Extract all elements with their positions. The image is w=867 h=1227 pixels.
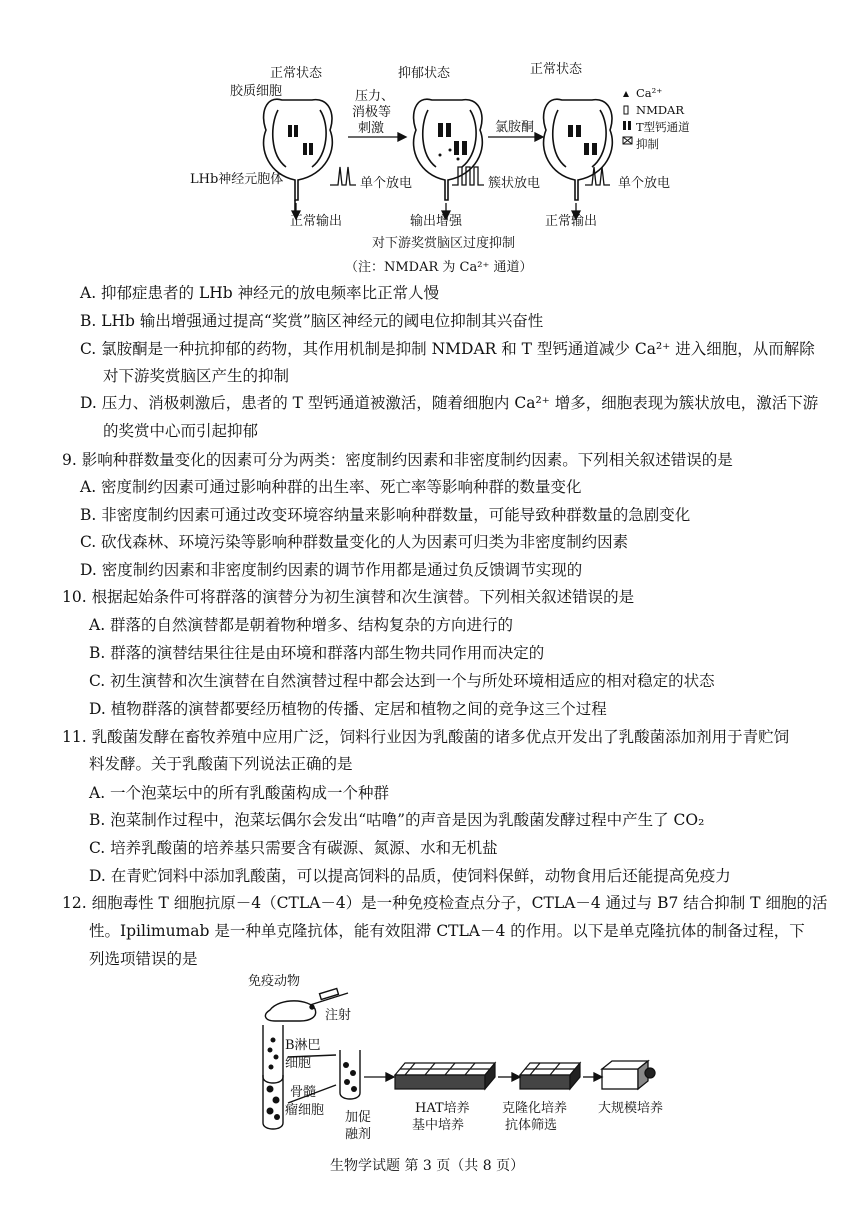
output-normal-right: 正常输出 (545, 214, 598, 229)
stimulus-line-1: 压力、 (355, 89, 395, 104)
q12-stem-line2: 性。Ipilimumab 是一种单克隆抗体，能有效阻滞 CTLA－4 的作用。以下是单克隆抗体的制备过程，下 (89, 922, 805, 940)
q12-stem-line3: 列选项错误的是 (89, 950, 198, 968)
burst-fire: 簇状放电 (488, 176, 541, 191)
q8-option-b: B. LHb 输出增强通过提高“奖赏”脑区神经元的阈电位抑制其兴奋性 (80, 312, 544, 330)
ketamine-label: 氯胺酮 (495, 120, 535, 135)
q11-stem-line2: 料发酵。关于乳酸菌下列说法正确的是 (89, 755, 353, 773)
immune-animal-label: 免疫动物 (248, 974, 301, 989)
fusion-label-1: 加促 (345, 1110, 372, 1125)
q11-option-d: D. 在青贮饲料中添加乳酸菌，可以提高饲料的品质，使饲料保鲜，动物食用后还能提高免疫力 (89, 867, 731, 885)
stimulus-line-2: 消极等 (352, 105, 392, 120)
large-scale-label: 大规模培养 (598, 1101, 664, 1116)
clone-label-2: 抗体筛选 (505, 1118, 558, 1133)
state-normal-right: 正常状态 (530, 62, 583, 77)
output-enhanced: 输出增强 (410, 214, 463, 229)
q10-option-b: B. 群落的演替结果往往是由环境和群落内部生物共同作用而决定的 (89, 644, 545, 662)
legend-inhibit: 抑制 (636, 137, 659, 151)
single-fire-1: 单个放电 (360, 176, 413, 191)
page-footer: 生物学试题 第 3 页（共 8 页） (330, 1158, 525, 1174)
q9-option-c: C. 砍伐森林、环境污染等影响种群数量变化的人为因素可归类为非密度制约因素 (80, 533, 629, 551)
q8-option-a: A. 抑郁症患者的 LHb 神经元的放电频率比正常人慢 (80, 284, 440, 302)
inject-label: 注射 (325, 1008, 352, 1023)
b-cell-label-2: 细胞 (285, 1056, 312, 1071)
q9-stem: 9. 影响种群数量变化的因素可分为两类：密度制约因素和非密度制约因素。下列相关叙述错误的是 (62, 451, 733, 469)
q11-option-a: A. 一个泡菜坛中的所有乳酸菌构成一个种群 (89, 784, 390, 802)
neuron-body-label: LHb神经元胞体 (190, 172, 284, 187)
q9-option-b: B. 非密度制约因素可通过改变环境容纳量来影响种群数量，可能导致种群数量的急剧变化 (80, 506, 691, 524)
q9-option-d: D. 密度制约因素和非密度制约因素的调节作用都是通过负反馈调节实现的 (80, 561, 583, 579)
legend-nmdar: NMDAR (636, 103, 685, 117)
stimulus-line-3: 刺激 (358, 121, 385, 136)
q11-option-c: C. 培养乳酸菌的培养基只需要含有碳源、氮源、水和无机盐 (89, 839, 498, 857)
q9-option-a: A. 密度制约因素可通过影响种群的出生率、死亡率等影响种群的数量变化 (80, 478, 582, 496)
fusion-label-2: 融剂 (345, 1127, 372, 1142)
glial-cell-label: 胶质细胞 (230, 84, 283, 99)
inhibit-caption: 对下游奖赏脑区过度抑制 (372, 236, 516, 251)
q10-option-c: C. 初生演替和次生演替在自然演替过程中都会达到一个与所处环境相适应的相对稳定的状态 (89, 672, 715, 690)
q8-option-d: D. 压力、消极刺激后，患者的 T 型钙通道被激活，随着细胞内 Ca²⁺ 增多，细胞表现为簇状放电，激活下游 (80, 394, 819, 412)
diagram-note: （注：NMDAR 为 Ca²⁺ 通道） (345, 260, 533, 275)
legend-t-channel: T型钙通道 (636, 120, 690, 134)
state-depressed: 抑郁状态 (398, 66, 451, 81)
q10-option-d: D. 植物群落的演替都要经历植物的传播、定居和植物之间的竞争这三个过程 (89, 700, 607, 718)
q8-option-c: C. 氯胺酮是一种抗抑郁的药物，其作用机制是抑制 NMDAR 和 T 型钙通道减少 Ca²⁺ 进入细胞，从而解除 (80, 340, 815, 358)
state-normal-left: 正常状态 (270, 66, 323, 81)
q8-option-c-cont: 对下游奖赏脑区产生的抑制 (103, 367, 290, 385)
myeloma-label-1: 骨髓 (290, 1085, 317, 1100)
legend-ca: Ca²⁺ (636, 86, 663, 100)
single-fire-2: 单个放电 (618, 176, 671, 191)
output-normal-left: 正常输出 (290, 214, 343, 229)
clone-label-1: 克隆化培养 (502, 1101, 568, 1116)
myeloma-label-2: 瘤细胞 (285, 1103, 325, 1118)
q8-option-d-cont: 的奖赏中心而引起抑郁 (103, 422, 259, 440)
q11-stem-line1: 11. 乳酸菌发酵在畜牧养殖中应用广泛，饲料行业因为乳酸菌的诸多优点开发出了乳酸菌添加剂用于青贮饲 (62, 728, 790, 746)
q11-option-b: B. 泡菜制作过程中，泡菜坛偶尔会发出“咕噜”的声音是因为乳酸菌发酵过程中产生了 CO₂ (89, 811, 705, 829)
q10-stem: 10. 根据起始条件可将群落的演替分为初生演替和次生演替。下列相关叙述错误的是 (62, 588, 635, 606)
hat-label-1: HAT培养 (415, 1101, 470, 1116)
b-cell-label-1: B淋巴 (285, 1038, 321, 1053)
q12-stem-line1: 12. 细胞毒性 T 细胞抗原－4（CTLA－4）是一种免疫检查点分子，CTLA－4 通过与 B7 结合抑制 T 细胞的活 (62, 894, 828, 912)
hat-label-2: 基中培养 (412, 1118, 465, 1133)
q10-option-a: A. 群落的自然演替都是朝着物种增多、结构复杂的方向进行的 (89, 616, 514, 634)
